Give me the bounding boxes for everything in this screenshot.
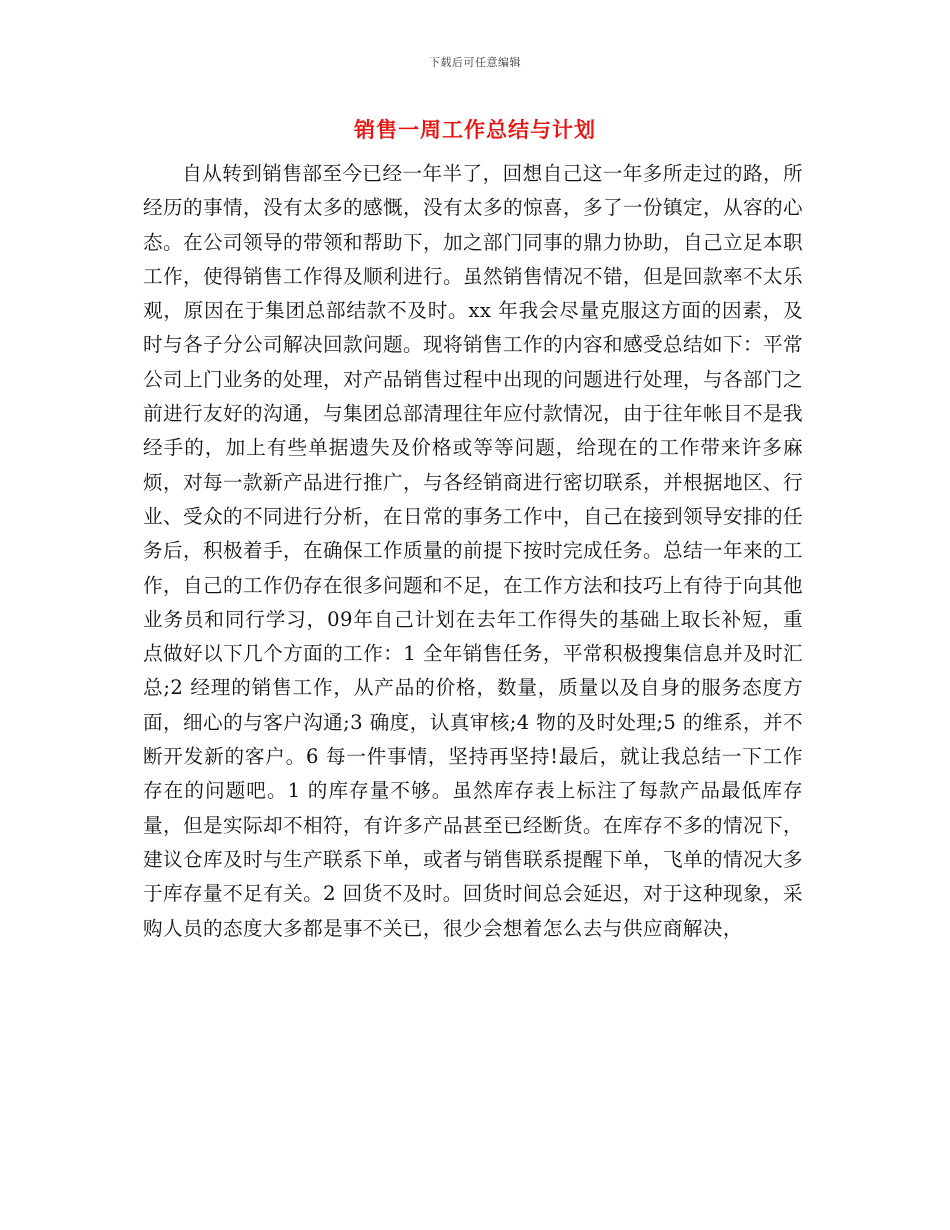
body-paragraph: 自从转到销售部至今已经一年半了，回想自己这一年多所走过的路，所经历的事情，没有太多的感慨，没有太多的惊喜，多了一份镇定，从容的心态。在公司领导的带领和帮助下，加之部门同事的鼎力协助，自己立足本职工作，使得销售工作得及顺利进行。虽然销售情况不错，但是回款率不太乐观，原因在于集团总部结款不及时。xx 年我会尽量克服这方面的因素，及时与各子分公司解决回款问题。现将销售工作的内容和感受总结如下：平常公司上门业务的处理，对产品销售过程中出现的问题进行处理，与各部门之前进行友好的沟通，与集团总部清理往年应付款情况，由于往年帐目不是我经手的，加上有些单据遗失及价格或等等问题，给现在的工作带来许多麻烦，对每一款新产品进行推广，与各经销商进行密切联系，并根据地区、行业、受众的不同进行分析，在日常的事务工作中，自己在接到领导安排的任务后，积极着手，在确保工作质量的前提下按时完成任务。总结一年来的工作，自己的工作仍存在很多问题和不足，在工作方法和技巧上有待于向其他业务员和同行学习，09年自己计划在去年工作得失的基础上取长补短，重点做好以下几个方面的工作：1 全年销售任务，平常积极搜集信息并及时汇总;2 经理的销售工作，从产品的价格，数量，质量以及自身的服务态度方面，细心的与客户沟通;3 确度，认真审核;4 物的及时处理;5 的维系，并不断开发新的客户。6 每一件事情，坚持再坚持!最后，就让我总结一下工作存在的问题吧。1 的库存量不够。虽然库存表上标注了每款产品最低库存量，但是实际却不相符，有许多产品甚至已经断货。在库存不多的情况下，建议仓库及时与生产联系下单，或者与销售联系提醒下单，飞单的情况大多于库存量不足有关。2 回货不及时。回货时间总会延迟，对于这种现象，采购人员的态度大多都是事不关已，很少会想着怎么去与供应商解决， bbox=[143, 162, 803, 940]
document-title: 销售一周工作总结与计划 bbox=[354, 117, 596, 142]
header-note: 下载后可任意编辑 bbox=[429, 56, 521, 69]
